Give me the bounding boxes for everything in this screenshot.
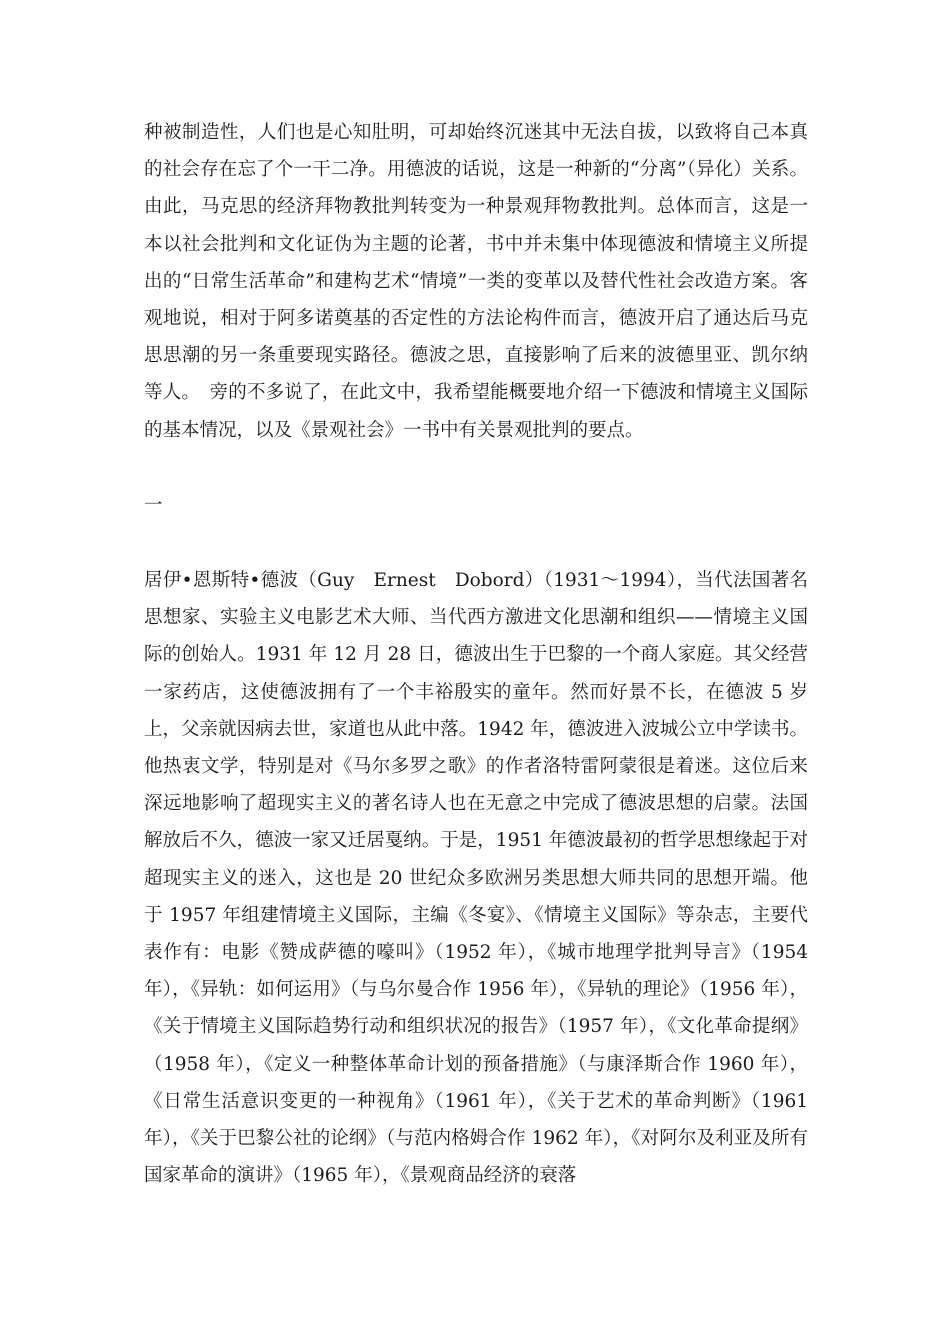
paragraph-debord-biography: 居伊•恩斯特•德波（Guy Ernest Dobord）（1931～1994），当代法国著名思想家、实验主义电影艺术大师、当代西方激进文化思潮和组织——情境主义国际的创始人。1931 年 12 月 28 日，德波出生于巴黎的一个商人家庭。其父经营一家药店，这使德波拥有了一个丰裕殷实的童年。然而好景不长，在德波 5 岁上，父亲就因病去世，家道也从此中落。1942 年，德波进入波城公立中学读书。他热衷文学，特别是对《马尔多罗之歌》的作者洛特雷阿蒙很是着迷。这位后来深远地影响了超现实主义的著名诗人也在无意之中完成了德波思想的启蒙。法国解放后不久，德波一家又迁居戛纳。于是，1951 年德波最初的哲学思想缘起于对超现实主义的迷入，这也是 20 世纪众多欧洲另类思想大师共同的思想开端。他于 1957 年组建情境主义国际，主编《冬宴》、《情境主义国际》等杂志，主要代表作有：电影《赞成萨德的嚎叫》（1952 年），《城市地理学批判导言》（1954 年），《异轨：如何运用》（与乌尔曼合作 1956 年），《异轨的理论》（1956 年），《关于情境主义国际趋势行动和组织状况的报告》（1957 年），《文化革命提纲》（1958 年），《定义一种整体革命计划的预备措施》（与康泽斯合作 1960 年），《日常生活意识变更的一种视角》（1961 年），《关于艺术的革命判断》（1961 年），《关于巴黎公社的论纲》（与范内格姆合作 1962 年），《对阿尔及利亚及所有国家革命的演讲》（1965 年），《景观商品经济的衰落 xyxy=(144,570,808,1187)
section-heading-one: 一 xyxy=(144,495,163,516)
paragraph-intro-conclusion: 种被制造性，人们也是心知肚明，可却始终沉迷其中无法自拔，以致将自己本真的社会存在忘了个一干二净。用德波的话说，这是一种新的“分离”（异化）关系。由此，马克思的经济拜物教批判转变为一种景观拜物教批判。总体而言，这是一本以社会批判和文化证伪为主题的论著，书中并未集中体现德波和情境主义所提出的“日常生活革命”和建构艺术“情境”一类的变革以及替代性社会改造方案。客观地说，相对于阿多诺奠基的否定性的方法论构件而言，德波开启了通达后马克思思潮的另一条重要现实路径。德波之思，直接影响了后来的波德里亚、凯尔纳等人。 旁的不多说了，在此文中，我希望能概要地介绍一下德波和情境主义国际的基本情况，以及《景观社会》一书中有关景观批判的要点。 xyxy=(144,122,808,441)
